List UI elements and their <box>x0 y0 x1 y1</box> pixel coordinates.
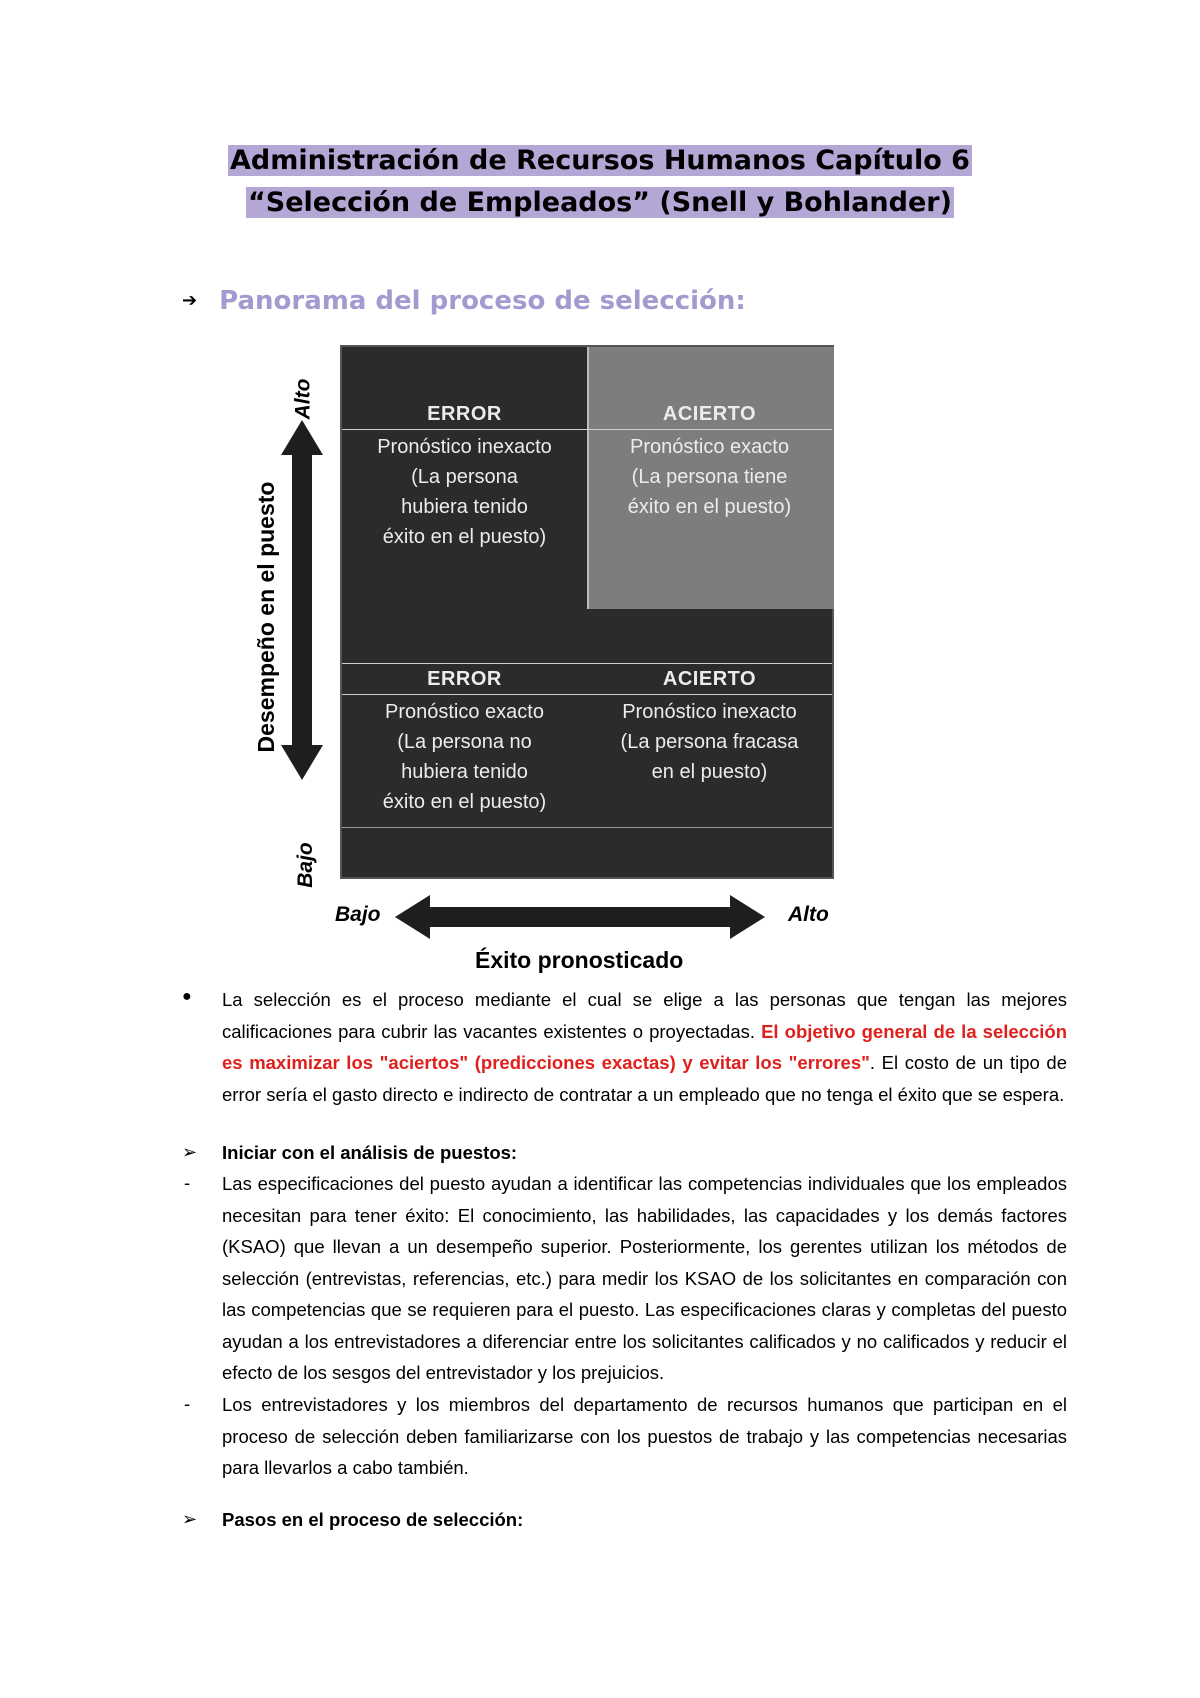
quadrant-top-left <box>342 399 587 552</box>
quadrant-line: éxito en el puesto) <box>382 791 547 813</box>
quadrant-heading: ACIERTO <box>587 664 832 695</box>
quadrant-line: (La persona tiene <box>631 466 788 488</box>
section-heading <box>182 286 746 316</box>
quadrant-bottom-right <box>587 663 832 787</box>
quadrant-line: éxito en el puesto) <box>627 496 792 518</box>
quadrant-line: Pronóstico exacto <box>385 701 544 723</box>
grid-divider <box>342 827 832 828</box>
quadrant-top-right <box>587 399 832 522</box>
section-heading-text: Panorama del proceso de selección: <box>219 286 746 316</box>
selection-definition-paragraph <box>222 984 1067 1110</box>
bullet-icon: ● <box>182 988 192 1005</box>
quadrant-heading: ERROR <box>342 399 587 430</box>
y-axis-title: Desempeño en el puesto <box>253 481 279 753</box>
subheading-selection-steps: Pasos en el proceso de selección: <box>222 1509 524 1530</box>
quadrant-line: éxito en el puesto) <box>382 526 547 548</box>
quadrant-line: Pronóstico exacto <box>630 436 789 458</box>
title-line-1: Administración de Recursos Humanos Capítulo 6 <box>230 145 970 176</box>
arrow-bullet-icon: ➢ <box>182 1509 198 1529</box>
dash-marker: - <box>184 1393 191 1414</box>
quadrant-line: Pronóstico inexacto <box>377 436 552 458</box>
subheading-job-analysis: Iniciar con el análisis de puestos: <box>222 1142 518 1163</box>
quadrant-line: (La persona fracasa <box>620 731 799 753</box>
paragraph-text: La selección es el proceso mediante el cual se elige a las personas que tengan las mejores calificaciones para cubrir las vacantes existentes o proyectadas. <box>222 989 1067 1042</box>
matrix-grid <box>340 345 834 879</box>
job-analysis-item-1: Las especificaciones del puesto ayudan a identificar las competencias individuales que los empleados necesitan para tener éxito: El conocimiento, las habilidades, las capacidades y los demás factores (KSAO) que llevan a un desempeño superior. Posteriormente, los gerentes utilizan los métodos de selección (entrevistas, referencias, etc.) para medir los KSAO de los solicitantes en comparación con las competencias que se requieren para el puesto. Las especificaciones claras y completas del puesto ayudan a los entrevistadores a diferenciar entre los solicitantes calificados y no calificados y reducir el efecto de los sesgos del entrevistador y los prejuicios. <box>222 1173 1067 1383</box>
arrow-bullet-icon: ➢ <box>182 1142 198 1162</box>
y-axis-low-label: Bajo <box>293 842 317 888</box>
horizontal-arrow-icon <box>395 895 765 939</box>
quadrant-line: (La persona no <box>397 731 532 753</box>
job-analysis-item-2: Los entrevistadores y los miembros del departamento de recursos humanos que participan en el proceso de selección deben familiarizarse con los puestos de trabajo y las competencias necesarias para llevarlos a cabo también. <box>222 1394 1067 1478</box>
arrow-icon: ➔ <box>182 290 198 311</box>
x-axis-title: Éxito pronosticado <box>475 947 684 973</box>
quadrant-line: en el puesto) <box>651 761 768 783</box>
x-axis-low-label: Bajo <box>335 903 381 926</box>
quadrant-line: (La persona <box>411 466 518 488</box>
quadrant-bottom-left <box>342 663 587 817</box>
x-axis-high-label: Alto <box>788 903 829 926</box>
document-title <box>0 140 1200 224</box>
vertical-arrow-icon <box>281 420 323 780</box>
selection-matrix-figure <box>235 335 915 973</box>
paragraph-text: . El costo de un tipo de error sería el gasto directo e indirecto de contratar a un empleado que no tenga el éxito que se espera. <box>222 1052 1067 1105</box>
quadrant-heading: ACIERTO <box>587 399 832 430</box>
title-line-2: “Selección de Empleados” (Snell y Bohlander) <box>248 187 952 218</box>
quadrant-line: Pronóstico inexacto <box>622 701 797 723</box>
y-axis-high-label: Alto <box>291 378 315 420</box>
quadrant-heading: ERROR <box>342 664 587 695</box>
dash-marker: - <box>184 1172 191 1193</box>
quadrant-line: hubiera tenido <box>401 496 528 518</box>
quadrant-line: hubiera tenido <box>401 761 528 783</box>
highlighted-objective: El objetivo general de la selección es maximizar los "aciertos" (predicciones exactas) y evitar los "errores" <box>222 1020 1067 1073</box>
